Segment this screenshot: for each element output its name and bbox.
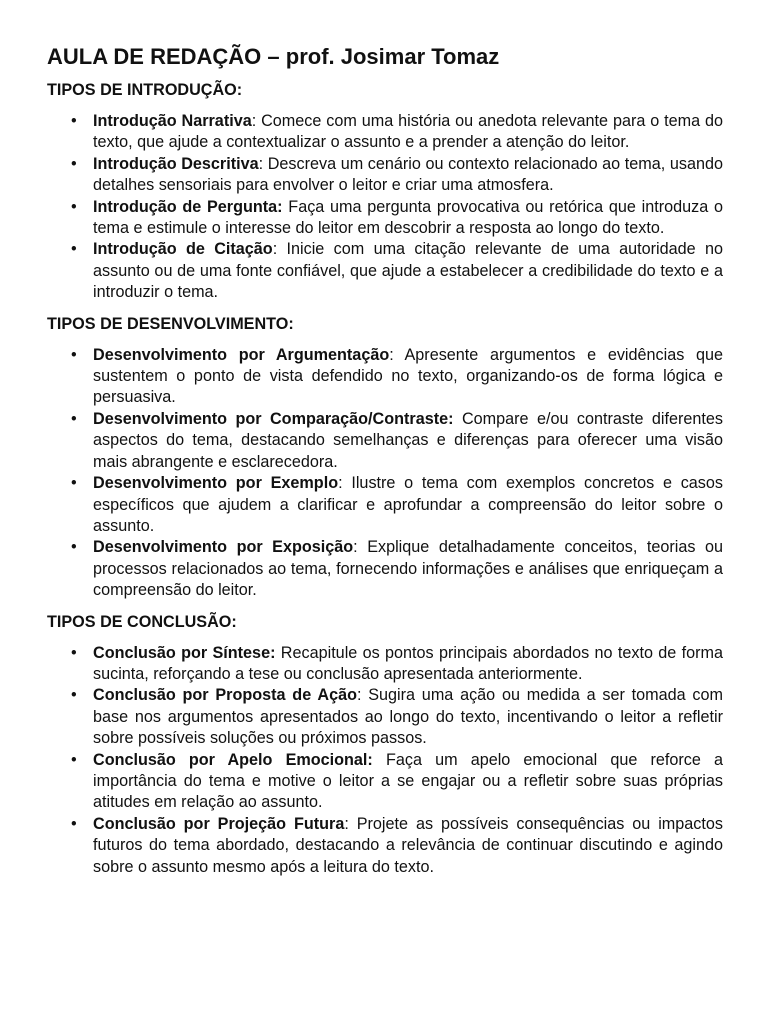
- bullet-icon: •: [71, 197, 77, 216]
- list-item: [47, 643, 723, 686]
- item-term: Desenvolvimento por Exemplo: [93, 474, 339, 493]
- bullet-icon: •: [71, 686, 77, 705]
- bullet-list: [47, 345, 723, 602]
- bullet-icon: •: [71, 750, 77, 769]
- item-description: : Inicie com uma citação relevante de uma autoridade no assunto ou de uma fonte confiável, que ajude a estabelecer a credibilidade do texto e a introduzir o tema.: [93, 240, 723, 302]
- item-term: Introdução Narrativa: [93, 112, 252, 130]
- item-description: : Apresente argumentos e evidências que sustentem o ponto de vista defendido no texto, organizando-os de forma lógica e persuasiva.: [93, 345, 723, 407]
- bullet-list: [47, 643, 723, 878]
- item-term: Desenvolvimento por Comparação/Contraste:: [93, 409, 454, 428]
- section-heading: TIPOS DE INTRODUÇÃO:: [47, 81, 243, 99]
- item-description: Recapitule os pontos principais abordados no texto de forma sucinta, reforçando a tese ou conclusão apresentada anteriormente.: [93, 643, 723, 683]
- bullet-icon: •: [71, 474, 77, 493]
- item-description: : Projete as possíveis consequências ou impactos futuros do tema abordado, destacando a relevância de continuar discutindo e agindo sobre o assunto mesmo após a leitura do texto.: [93, 814, 723, 876]
- item-term: Desenvolvimento por Argumentação: [93, 345, 390, 364]
- item-term: Desenvolvimento por Exposição: [93, 538, 354, 557]
- list-item: [47, 197, 723, 240]
- list-item: [47, 814, 723, 878]
- list-item: [47, 239, 723, 303]
- sections: [47, 80, 723, 878]
- document-title: AULA DE REDAÇÃO – prof. Josimar Tomaz: [47, 44, 500, 69]
- list-item: [47, 685, 723, 749]
- bullet-icon: •: [71, 154, 77, 173]
- list-item: [47, 111, 723, 154]
- item-term: Conclusão por Proposta de Ação: [93, 686, 357, 705]
- item-term: Conclusão por Projeção Futura: [93, 814, 345, 833]
- list-item: [47, 409, 723, 473]
- item-term: Introdução Descritiva: [93, 154, 259, 173]
- bullet-icon: •: [71, 240, 77, 259]
- list-item: [47, 154, 723, 197]
- list-item: [47, 345, 723, 409]
- list-item: [47, 750, 723, 814]
- document-page: [47, 44, 723, 888]
- item-description: : Ilustre o tema com exemplos concretos e casos específicos que ajudem a clarificar e aprofundar a compreensão do leitor sobre o assunto.: [93, 474, 723, 535]
- bullet-icon: •: [71, 538, 77, 557]
- item-term: Conclusão por Apelo Emocional:: [93, 750, 373, 769]
- item-term: Conclusão por Síntese:: [93, 643, 276, 662]
- item-description: : Explique detalhadamente conceitos, teorias ou processos relacionados ao tema, fornecendo informações e análises que enriqueçam a compreensão do leitor.: [93, 538, 724, 600]
- section-heading: TIPOS DE CONCLUSÃO:: [47, 612, 237, 631]
- bullet-icon: •: [71, 112, 77, 130]
- bullet-list: [47, 111, 723, 304]
- bullet-icon: •: [71, 814, 77, 833]
- bullet-icon: •: [71, 345, 77, 364]
- bullet-icon: •: [71, 643, 77, 662]
- section-heading: TIPOS DE DESENVOLVIMENTO:: [47, 314, 294, 333]
- item-description: : Sugira uma ação ou medida a ser tomada com base nos argumentos apresentados ao longo do texto, incentivando o leitor a refletir sobre possíveis soluções ou próximos passos.: [93, 686, 723, 748]
- item-description: Compare e/ou contraste diferentes aspectos do tema, destacando semelhanças e diferenças para oferecer uma visão mais abrangente e esclarecedora.: [93, 409, 724, 471]
- list-item: [47, 473, 723, 537]
- item-term: Introdução de Pergunta:: [93, 197, 283, 216]
- item-description: : Comece com uma história ou anedota relevante para o tema do texto, que ajude a contextualizar o assunto e a prender a atenção do leitor.: [93, 112, 723, 152]
- item-term: Introdução de Citação: [93, 240, 273, 259]
- item-description: Faça uma pergunta provocativa ou retórica que introduza o tema e estimule o interesse do leitor em descobrir a resposta ao longo do texto.: [93, 197, 723, 238]
- bullet-icon: •: [71, 409, 77, 428]
- item-description: Faça um apelo emocional que reforce a importância do tema e motive o leitor a se engajar ou a refletir sobre suas próprias atitudes em relação ao assunto.: [93, 750, 723, 812]
- list-item: [47, 537, 723, 601]
- item-description: : Descreva um cenário ou contexto relacionado ao tema, usando detalhes sensoriais para envolver o leitor e criar uma atmosfera.: [93, 154, 723, 195]
